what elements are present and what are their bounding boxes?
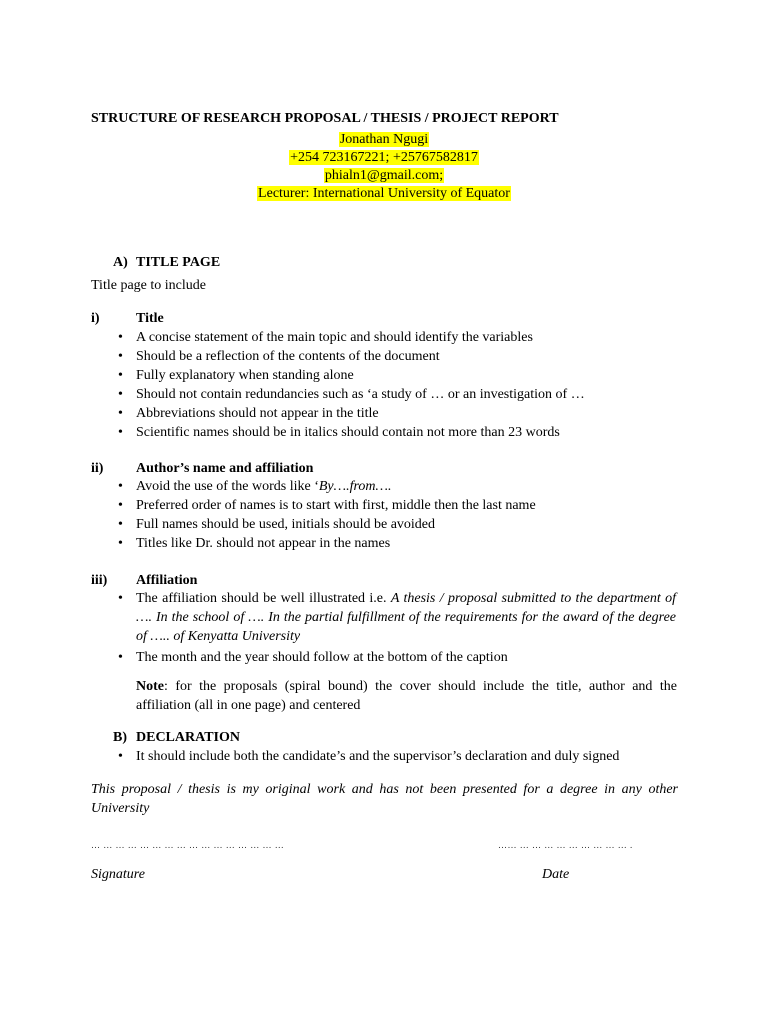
list-item: • Titles like Dr. should not appear in the names <box>118 534 678 553</box>
section-a-label: A) <box>113 255 128 270</box>
author-name: Jonathan Ngugi <box>339 132 429 147</box>
list-item: • Full names should be used, initials should be avoided <box>118 515 678 534</box>
subsection-ii-title: Author’s name and affiliation <box>136 461 314 476</box>
list-item: • Scientific names should be in italics should contain not more than 23 words <box>118 423 678 442</box>
section-b-bullets <box>118 747 678 766</box>
list-item: • A concise statement of the main topic and should identify the variables <box>118 328 678 347</box>
list-item <box>118 477 678 496</box>
author-name-line <box>0 130 768 149</box>
author-role: Lecturer: International University of Equator <box>258 186 510 201</box>
subsection-i-number: i) <box>91 311 100 326</box>
note-paragraph <box>136 677 677 715</box>
section-b-label: B) <box>113 730 127 745</box>
subsection-iii-bullets <box>118 589 678 667</box>
date-label: Date <box>542 867 570 882</box>
subsection-iii-title: Affiliation <box>136 573 198 588</box>
section-a-title: TITLE PAGE <box>136 255 221 270</box>
author-email: phialn1@gmail.com; <box>324 168 444 183</box>
bullet-text: The affiliation should be well illustrated i.e. <box>136 591 391 606</box>
document-title: STRUCTURE OF RESEARCH PROPOSAL / THESIS / PROJECT REPORT <box>91 111 559 126</box>
signature-label: Signature <box>91 867 145 882</box>
list-item: • Fully explanatory when standing alone <box>118 366 678 385</box>
author-phone: +254 723167221; +25767582817 <box>290 150 478 165</box>
author-phone-line <box>0 148 768 167</box>
list-item <box>118 589 676 646</box>
section-a-intro: Title page to include <box>91 278 206 293</box>
list-item: • Should be a reflection of the contents of the document <box>118 347 678 366</box>
bullet-italic-text: A thesis / proposal submitted to the department of …. In the school of …. In the partial fulfillment of the requirements for the award of the degree of ….. of Kenyatta University <box>136 591 676 644</box>
list-item: • Abbreviations should not appear in the title <box>118 404 678 423</box>
declaration-statement: This proposal / thesis is my original work and has not been presented for a degree in any other University <box>91 782 678 816</box>
author-email-line <box>0 166 768 185</box>
date-dotted-line: …… … … … … … … … … … . <box>498 840 633 850</box>
subsection-i-bullets <box>118 328 678 442</box>
list-item: • The month and the year should follow at the bottom of the caption <box>118 648 678 667</box>
bullet-text: Avoid the use of the words like ‘ <box>136 479 319 494</box>
list-item: • Preferred order of names is to start with first, middle then the last name <box>118 496 678 515</box>
subsection-i-title: Title <box>136 311 164 326</box>
list-item: • It should include both the candidate’s and the supervisor’s declaration and duly signed <box>118 747 678 766</box>
bullet-italic-text: By….from…. <box>318 479 392 494</box>
subsection-ii-bullets <box>118 477 678 553</box>
author-role-line <box>0 184 768 203</box>
note-text: : for the proposals (spiral bound) the cover should include the title, author and the affiliation (all in one page) and centered <box>136 679 677 713</box>
section-b-title: DECLARATION <box>136 730 240 745</box>
subsection-iii-number: iii) <box>91 573 108 588</box>
subsection-ii-number: ii) <box>91 461 104 476</box>
list-item: • Should not contain redundancies such as ‘a study of … or an investigation of … <box>118 385 678 404</box>
signature-dotted-line: … … … … … … … … … … … … … … … … <box>91 840 285 850</box>
note-label: Note <box>136 679 164 694</box>
